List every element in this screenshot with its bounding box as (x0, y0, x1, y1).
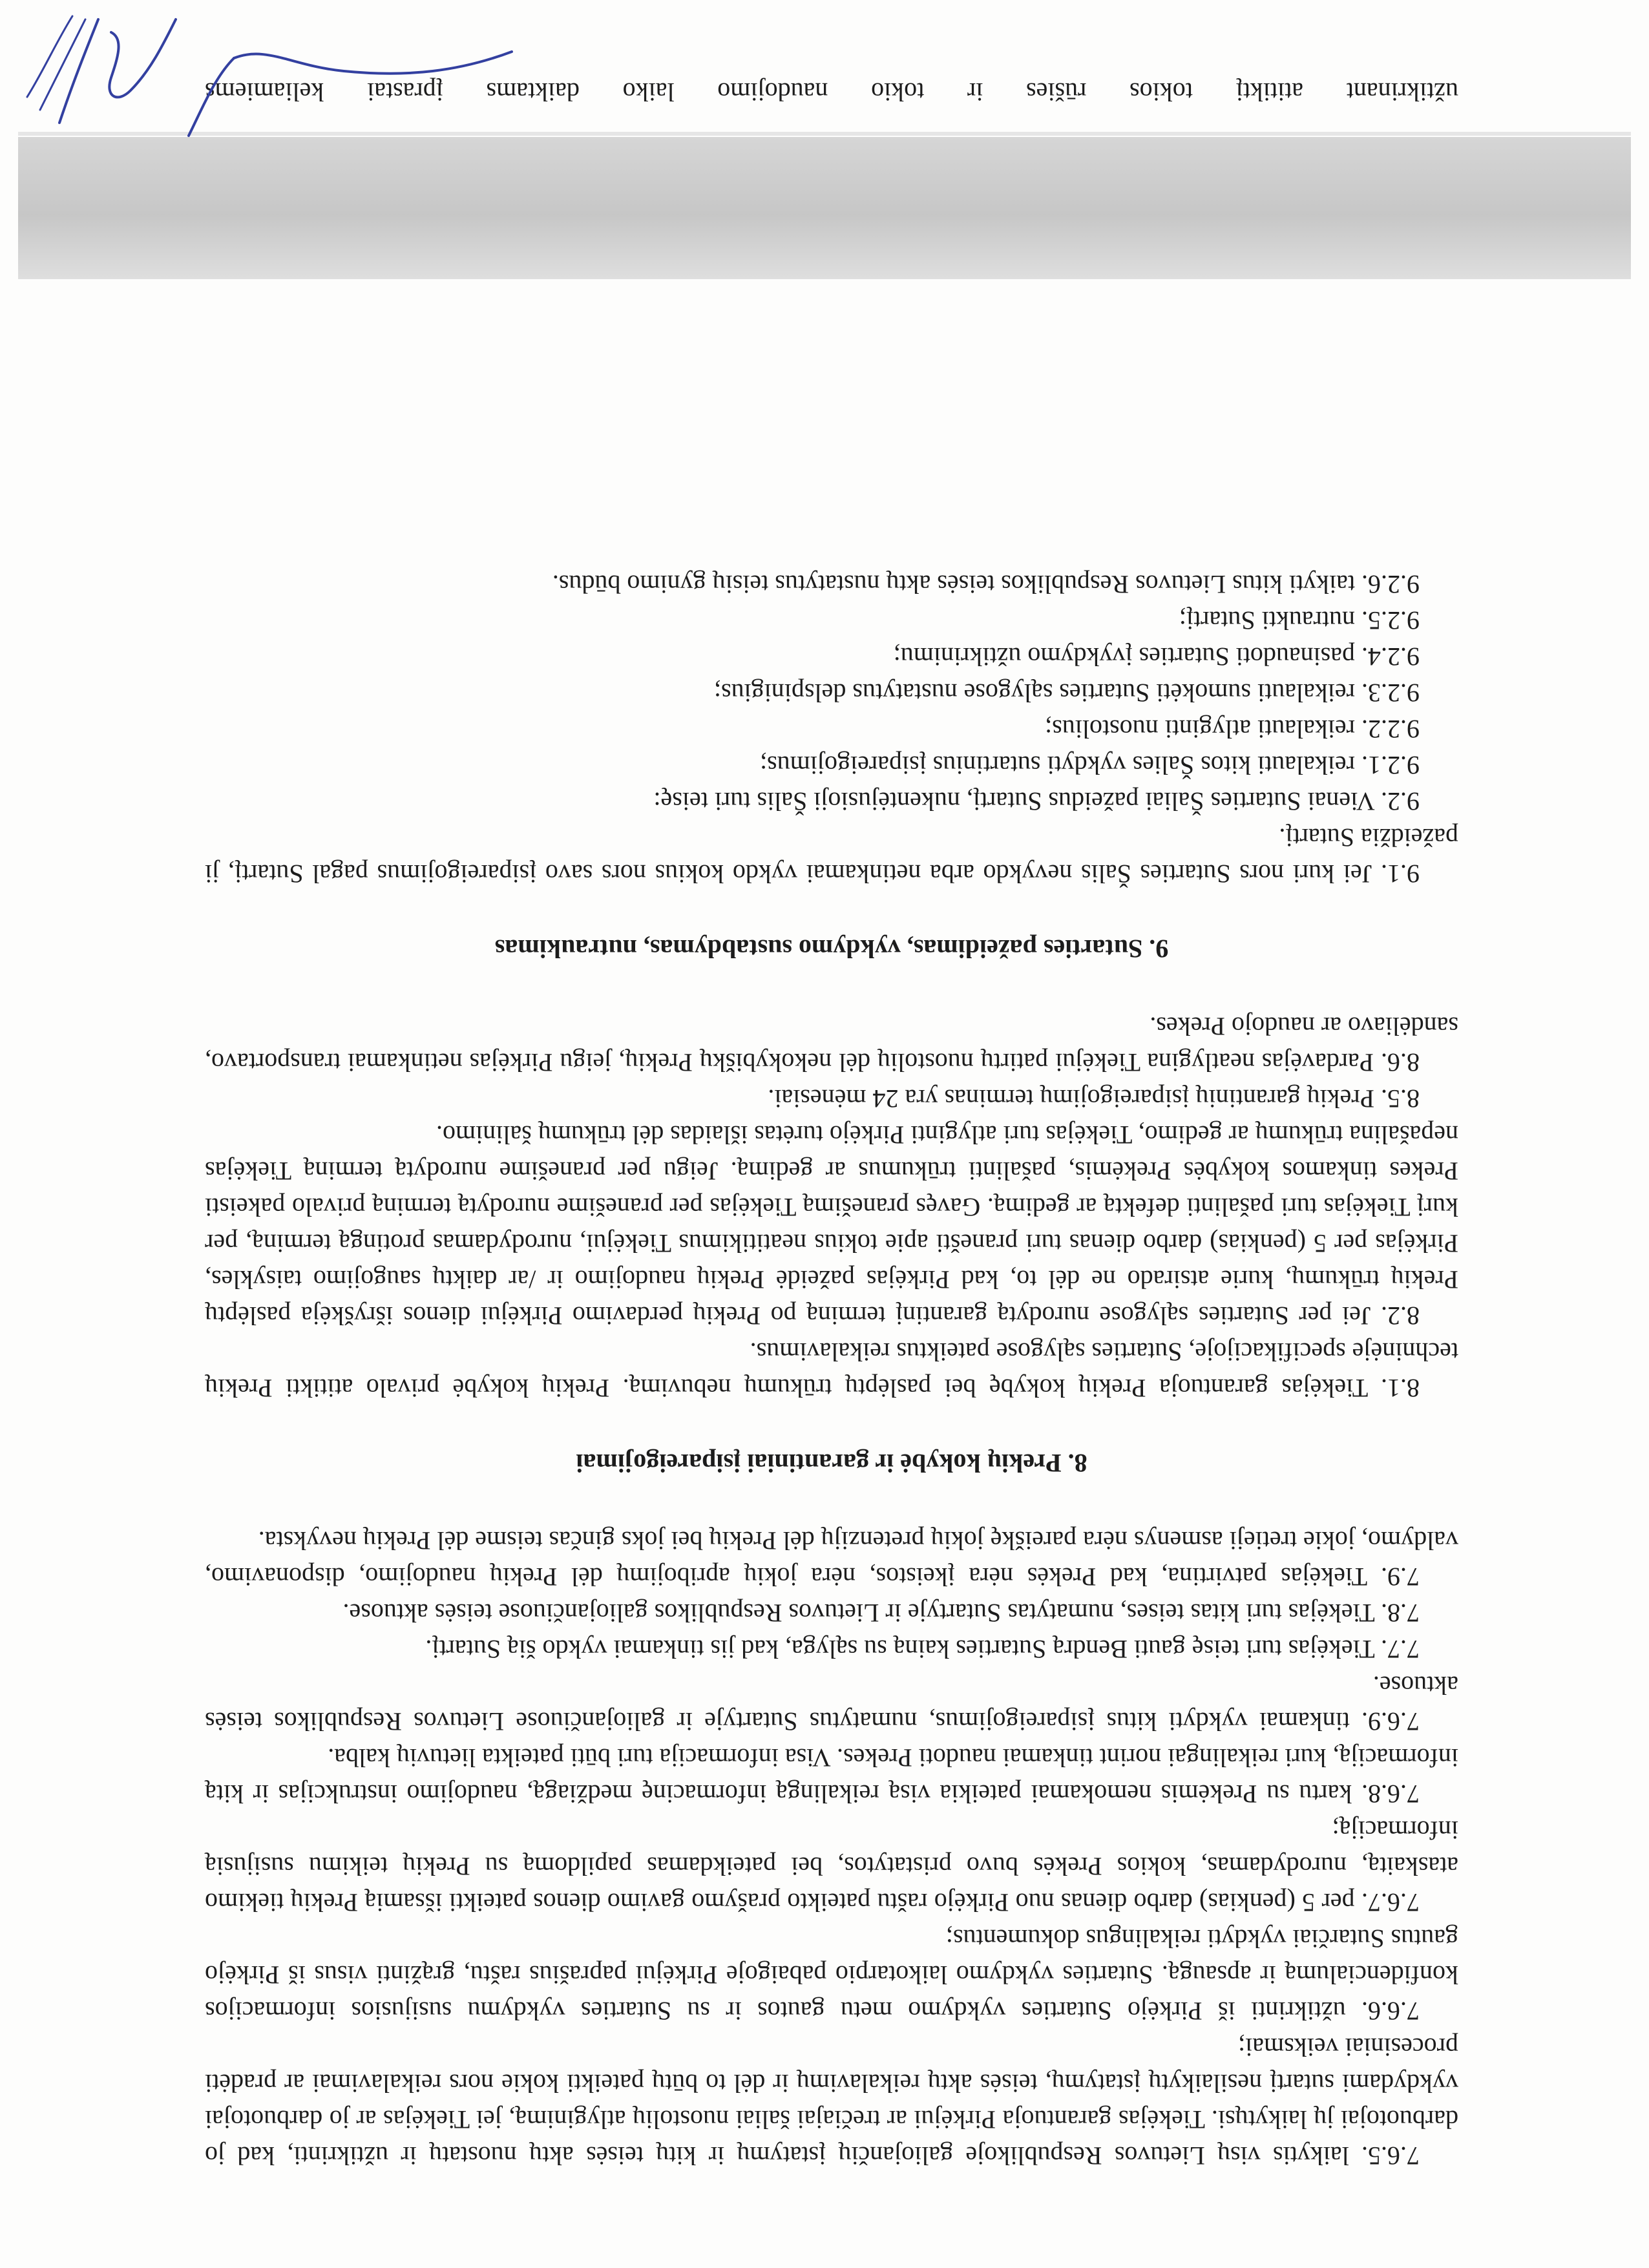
clause-7-6-8: 7.6.8. kartu su Prekėmis nemokamai pateikia visą reikalingą informacinę medžiagą, naudojimo instrukcijas ir kitą informaciją, kuri reikalingai norint tinkamai naudoti Prekes. Visa informacija turi būti pateikta lietuvių kalba. (205, 1743, 1458, 1809)
scan-artifact-band (18, 137, 1631, 279)
clause-7-6-9: 7.6.9. tinkamai vykdyti kitus įsipareigojimus, numatytus Sutartyje ir galiojančiuose Lietuvos Respublikos teisės aktuose. (205, 1671, 1458, 1736)
clause-7-9: 7.9. Tiekėjas patvirtina, kad Prekės nėra įkeistos, nėra jokių apribojimų dėl Prekių naudojimo, disponavimo, valdymo, jokie tretieji asmenys nėra pareiškę jokių pretenzijų dėl Prekių bei joks ginčas teisme dėl Prekių nevyksta. (205, 1526, 1458, 1591)
clause-7-6-7: 7.6.7. per 5 (penkias) darbo dienas nuo Pirkėjo raštu pateikto prašymo gavimo dienos pateikti išsamią Prekių tiekimo ataskaitą, nurodydamas, kokios Prekės buvo pristatytos, bei pateikdamas papildomą su Prekių teikimu susijusią informaciją; (205, 1816, 1458, 1917)
handwritten-signature (21, 0, 538, 149)
section-9-heading: 9. Sutarties pažeidimas, vykdymo sustabdymas, nutraukimas (494, 934, 1169, 963)
section-8-heading: 8. Prekių kokybė ir garantiniai įsipareigojimai (576, 1449, 1087, 1478)
clause-7-7: 7.7. Tiekėjas turi teisę gauti Bendrą Sutarties kainą su sąlyga, kad jis tinkamai vykdo šią Sutartį. (425, 1635, 1420, 1664)
clause-9-2-3: 9.2.3. reikalauti sumokėti Sutarties sąlygose nustatytus delspinigius; (713, 678, 1420, 708)
clause-9-2: 9.2. Vienai Sutarties Šaliai pažeidus Sutartį, nukentėjusioji Šalis turi teisę: (653, 787, 1420, 816)
clause-8-1: 8.1. Tiekėjas garantuoja Prekių kokybę bei paslėptų trūkumų nebuvimą. Prekių kokybė privalo atitikti Prekių techninėje specifikacijoje, Sutarties sąlygose pateiktus reikalavimus. (205, 1338, 1458, 1403)
clause-9-1: 9.1. Jei kuri nors Sutarties Šalis nevykdo arba netinkamai vykdo kokius nors savo įsipareigojimus pagal Sutartį, ji pažeidžia Sutartį. (205, 823, 1458, 888)
clause-8-5: 8.5. Prekių garantinių įsipareigojimų terminas yra 24 mėnesiai. (768, 1084, 1420, 1113)
clause-8-6: 8.6. Pardavėjas neatlygina Tiekėjui patirtų nuostolių dėl nekokybiškų Prekių, jeigu Pirkėjas netinkamai transportavo, sandėliavo ar naudojo Prekes. (205, 1012, 1458, 1077)
clause-9-2-6: 9.2.6. taikyti kitus Lietuvos Respublikos teisės aktų nustatytus teisių gynimo būdus. (552, 570, 1420, 599)
clause-8-2: 8.2. Jei per Sutarties sąlygose nurodytą garantinį terminą po Prekių perdavimo Pirkėjui dienos išryškėja paslėptų Prekių trūkumų, kurie atsirado ne dėl to, kad Pirkėjas pažeidė Prekių naudojimo ir /ar daiktų saugojimo taisykles, Pirkėjas per 5 (penkias) darbo dienas turi pranešti apie tokius neatitikimus Tiekėjui, nurodydamas protingą terminą, per kurį Tiekėjas turi pašalinti defektą ar gedimą. Gavęs pranešimą Tiekėjas per pranešime nurodytą terminą privalo pakeisti Prekes tinkamos kokybės Prekėmis, pašalinti trūkumus ar gedimą. Jeigu per pranešime nurodytą terminą Tiekėjas nepašalina trūkumų ar gedimo, Tiekėjas turi atlyginti Pirkėjo turėtas išlaidas dėl trūkumų šalinimo. (205, 1120, 1458, 1330)
clause-9-2-2: 9.2.2. reikalauti atlyginti nuostolius; (1045, 715, 1420, 744)
clause-7-8: 7.8. Tiekėjas turi kitas teises, numatytas Sutartyje ir Lietuvos Respublikos galiojančiuose teisės aktuose. (342, 1599, 1420, 1628)
continuation-line: užtikrinant atitiktį tokios rūšies ir tokio naudojimo laiko daiktams įprastai keliamiems (205, 78, 1458, 107)
document-body (205, 566, 1458, 2174)
clause-9-2-5: 9.2.5. nutraukti Sutartį; (1179, 606, 1420, 635)
clause-7-6-5: 7.6.5. laikytis visų Lietuvos Respublikoje galiojančių įstatymų ir kitų teisės aktų nuostatų ir užtikrinti, kad jo darbuotojai jų laikytųsi. Tiekėjas garantuoja Pirkėjui ar trečiajai šaliai nuostolių atlyginimą, jei Tiekėjas ar jo darbuotojai vykdydami sutartį nesilaikytų įstatymų, teisės aktų reikalavimų ir dėl to būtų pateikti kokie nors reikalavimai ar pradėti procesiniai veiksmai; (205, 2033, 1458, 2170)
clause-9-2-4: 9.2.4. pasinaudoti Sutarties įvykdymo užtikrinimu; (893, 642, 1420, 671)
clause-9-2-1: 9.2.1. reikalauti kitos Šalies vykdyti sutartinius įsipareigojimus; (759, 751, 1420, 780)
clause-7-6-6: 7.6.6. užtikrinti iš Pirkėjo Sutarties vykdymo metu gautos ir su Sutarties vykdymu susijusios informacijos konfidencialumą ir apsaugą. Sutarties vykdymo laikotarpio pabaigoje Pirkėjui paprašius raštu, grąžinti visus iš Pirkėjo gautus Sutarčiai vykdyti reikalingus dokumentus; (205, 1924, 1458, 2026)
